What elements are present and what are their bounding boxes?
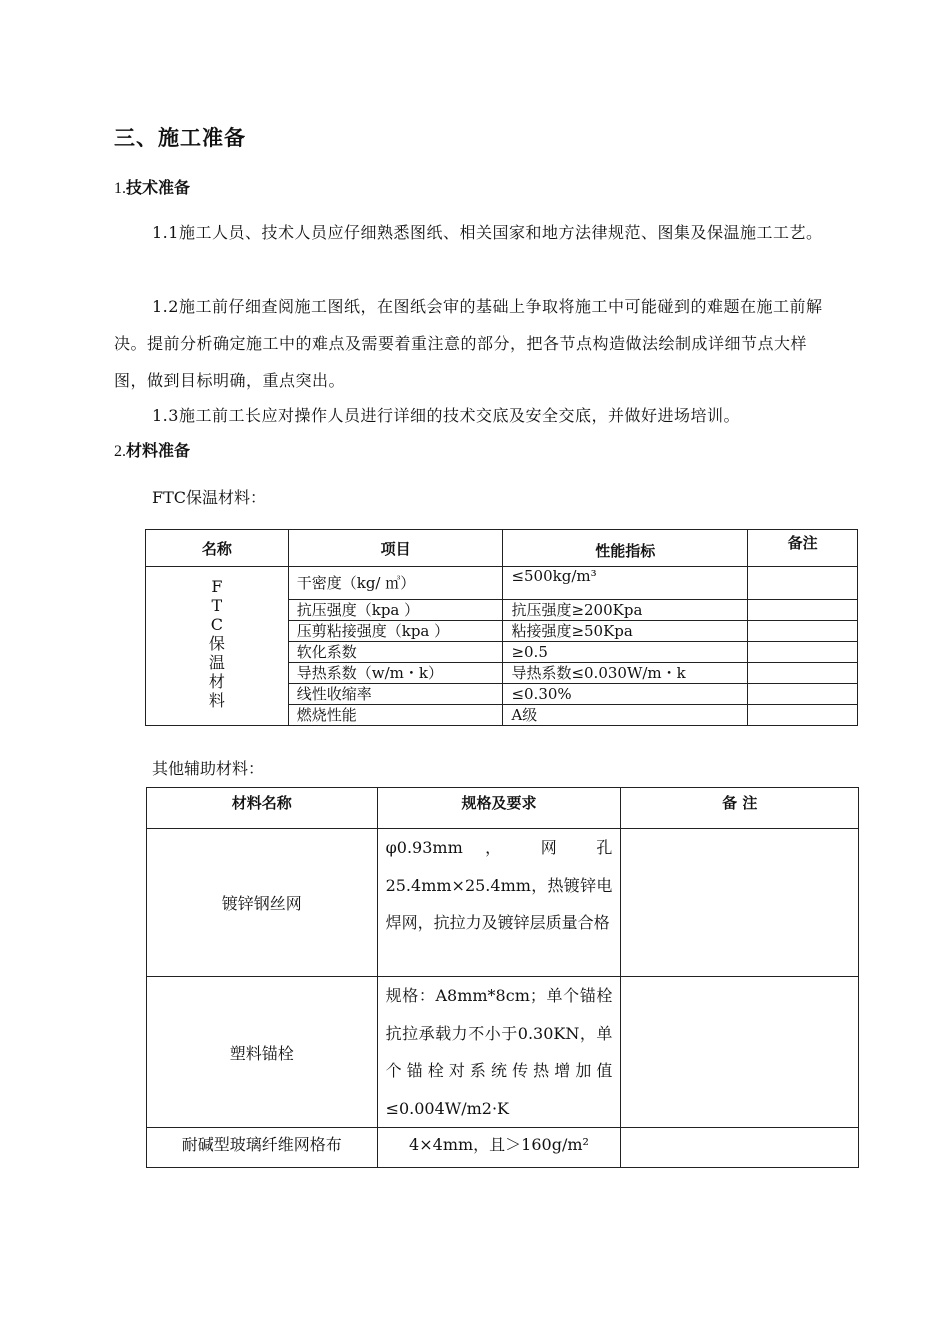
paragraph-1-1 <box>114 214 838 251</box>
note-cell <box>748 567 858 600</box>
note-cell <box>748 600 858 621</box>
note-cell <box>748 684 858 705</box>
item-cell: 压剪粘接强度（kpa ） <box>288 621 503 642</box>
col-header-name: 名称 <box>146 530 289 567</box>
table-row <box>147 1128 859 1168</box>
section-number: 2. <box>114 443 126 460</box>
paragraph-text: 1.1施工人员、技术人员应仔细熟悉图纸、相关国家和地方法律规范、图集及保温施工工艺。 <box>152 223 823 242</box>
item-cell: 干密度（kg/ ㎥） <box>288 567 503 600</box>
group-char: 料 <box>208 691 225 710</box>
material-note-cell <box>621 977 859 1128</box>
material-spec-cell: φ0.93mm ， 网 孔 25.4mm×25.4mm，热镀锌电焊网，抗拉力及镀锌层质量合格 <box>377 829 621 977</box>
note-cell <box>748 621 858 642</box>
table-header-row <box>147 788 859 829</box>
paragraph-1-2 <box>114 288 838 399</box>
aux-caption: 其他辅助材料： <box>152 759 265 778</box>
col-header-spec: 性能指标 <box>503 530 748 567</box>
material-note-cell <box>621 829 859 977</box>
group-char: 保 <box>208 634 225 653</box>
material-name-cell: 塑料锚栓 <box>147 977 378 1128</box>
group-char: F <box>211 577 223 596</box>
table-row <box>147 829 859 977</box>
table-row <box>146 567 858 600</box>
group-char: 温 <box>208 653 225 672</box>
note-cell <box>748 642 858 663</box>
paragraph-text: 1.3施工前工长应对操作人员进行详细的技术交底及安全交底，并做好进场培训。 <box>152 406 740 425</box>
col-header-material: 材料名称 <box>147 788 378 829</box>
section-technical-prep <box>114 175 190 198</box>
table-header-row <box>146 530 858 567</box>
aux-material-table <box>146 787 859 1168</box>
material-note-cell <box>621 1128 859 1168</box>
table-row <box>147 977 859 1128</box>
spec-cell: 粘接强度≥50Kpa <box>503 621 748 642</box>
group-char: C <box>210 615 223 634</box>
ftc-caption: FTC保温材料： <box>152 488 267 507</box>
spec-cell: A级 <box>503 705 748 726</box>
spec-cell: 导热系数≤0.030W/m・k <box>503 663 748 684</box>
material-spec-cell: 4×4mm，且＞160g/m² <box>377 1128 621 1168</box>
material-name-cell: 镀锌钢丝网 <box>147 829 378 977</box>
spec-cell: ≤500kg/m³ <box>503 567 748 600</box>
item-cell: 导热系数（w/m・k） <box>288 663 503 684</box>
note-cell <box>748 705 858 726</box>
item-cell: 抗压强度（kpa ） <box>288 600 503 621</box>
section-number: 1. <box>114 180 126 197</box>
col-header-spec: 规格及要求 <box>377 788 621 829</box>
material-spec-cell: 规格：A8mm*8cm；单个锚栓抗拉承载力不小于0.30KN，单个锚栓对系统传热增加值≤0.004W/m2·K <box>377 977 621 1128</box>
group-char: 材 <box>208 672 225 691</box>
item-cell: 线性收缩率 <box>288 684 503 705</box>
section-title: 材料准备 <box>126 441 191 460</box>
spec-cell: 抗压强度≥200Kpa <box>503 600 748 621</box>
item-cell: 软化系数 <box>288 642 503 663</box>
col-header-note: 备 注 <box>621 788 859 829</box>
page-heading: 三、施工准备 <box>114 126 246 150</box>
note-cell <box>748 663 858 684</box>
col-header-note: 备注 <box>748 530 858 567</box>
group-name-cell <box>146 567 289 726</box>
material-name-cell: 耐碱型玻璃纤维网格布 <box>147 1128 378 1168</box>
item-cell: 燃烧性能 <box>288 705 503 726</box>
paragraph-text: 1.2施工前仔细查阅施工图纸，在图纸会审的基础上争取将施工中可能碰到的难题在施工前解决。提前分析确定施工中的难点及需要着重注意的部分，把各节点构造做法绘制成详细节点大样图，做到目标明确，重点突出。 <box>114 297 823 390</box>
section-title: 技术准备 <box>126 178 191 197</box>
group-char: T <box>211 596 223 615</box>
section-material-prep <box>114 438 190 461</box>
spec-cell: ≥0.5 <box>503 642 748 663</box>
paragraph-1-3 <box>114 397 854 434</box>
spec-cell: ≤0.30% <box>503 684 748 705</box>
ftc-material-table <box>145 529 858 726</box>
col-header-item: 项目 <box>288 530 503 567</box>
